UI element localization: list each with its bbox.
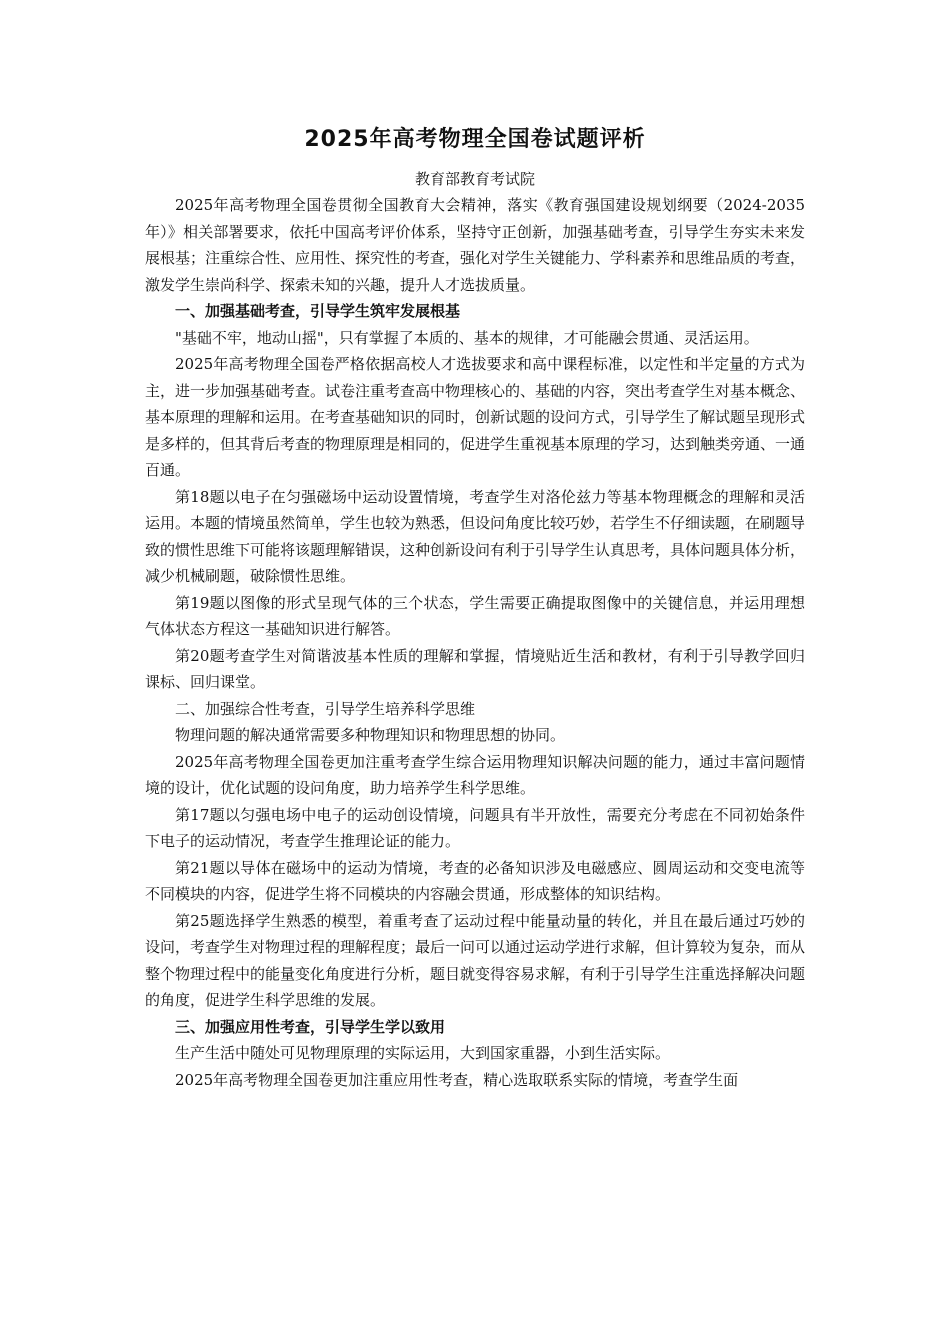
section1-paragraph: 2025年高考物理全国卷严格依据高校人才选拔要求和高中课程标准，以定性和半定量的方式为主，进一步加强基础考查。试卷注重考查高中物理核心的、基础的内容，突出考查学生对基本概念、基本原理的理解和运用。在考查基础知识的同时，创新试题的设问方式，引导学生了解试题呈现形式是多样的，但其背后考查的物理原理是相同的，促进学生重视基本原理的学习，达到触类旁通、一通百通。 [145, 355, 806, 479]
section3-paragraph: 生产生活中随处可见物理原理的实际运用，大到国家重器，小到生活实际。 [175, 1044, 671, 1062]
section2-paragraph: 物理问题的解决通常需要多种物理知识和物理思想的协同。 [175, 726, 566, 744]
section-heading-1: 一、加强基础考查，引导学生筑牢发展根基 [175, 302, 461, 320]
document-author: 教育部教育考试院 [414, 170, 535, 188]
section2-paragraph: 第21题以导体在磁场中的运动为情境，考查的必备知识涉及电磁感应、圆周运动和交变电流等不同模块的内容，促进学生将不同模块的内容融会贯通，形成整体的知识结构。 [145, 858, 805, 903]
section2-paragraph: 第17题以匀强电场中电子的运动创设情境，问题具有半开放性，需要充分考虑在不同初始条件下电子的运动情况，考查学生推理论证的能力。 [145, 805, 805, 850]
section1-paragraph: "基础不牢，地动山摇"，只有掌握了本质的、基本的规律，才可能融会贯通、灵活运用。 [175, 328, 759, 347]
section3-paragraph: 2025年高考物理全国卷更加注重应用性考查，精心选取联系实际的情境，考查学生面 [175, 1070, 739, 1089]
document-page [145, 118, 805, 1093]
section1-paragraph: 第19题以图像的形式呈现气体的三个状态，学生需要正确提取图像中的关键信息，并运用理想气体状态方程这一基础知识进行解答。 [145, 593, 805, 638]
section-heading-3: 三、加强应用性考查，引导学生学以致用 [175, 1017, 446, 1036]
section2-paragraph: 2025年高考物理全国卷更加注重考查学生综合运用物理知识解决问题的能力，通过丰富问题情境的设计，优化试题的设问角度，助力培养学生科学思维。 [145, 752, 805, 797]
intro-paragraph: 2025年高考物理全国卷贯彻全国教育大会精神，落实《教育强国建设规划纲要（2024-2035年）》相关部署要求，依托中国高考评价体系，坚持守正创新，加强基础考查，引导学生夯实未来发展根基；注重综合性、应用性、探究性的考查，强化对学生关键能力、学科素养和思维品质的考查，激发学生崇尚科学、探索未知的兴趣，提升人才选拔质量。 [145, 196, 806, 294]
section2-paragraph: 第25题选择学生熟悉的模型，着重考查了运动过程中能量动量的转化，并且在最后通过巧妙的设问，考查学生对物理过程的理解程度；最后一问可以通过运动学进行求解，但计算较为复杂，而从整个物理过程中的能量变化角度进行分析，题目就变得容易求解，有利于引导学生注重选择解决问题的角度，促进学生科学思维的发展。 [145, 911, 806, 1009]
section1-paragraph: 第20题考查学生对简谐波基本性质的理解和掌握，情境贴近生活和教材，有利于引导教学回归课标、回归课堂。 [145, 646, 805, 691]
document-title: 2025年高考物理全国卷试题评析 [304, 127, 646, 152]
section1-paragraph: 第18题以电子在匀强磁场中运动设置情境，考查学生对洛伦兹力等基本物理概念的理解和灵活运用。本题的情境虽然简单，学生也较为熟悉，但设问角度比较巧妙，若学生不仔细读题，在刷题导致的惯性思维下可能将该题理解错误，这种创新设问有利于引导学生认真思考，具体问题具体分析，减少机械刷题，破除惯性思维。 [145, 487, 806, 585]
section-heading-2: 二、加强综合性考查，引导学生培养科学思维 [175, 699, 476, 718]
